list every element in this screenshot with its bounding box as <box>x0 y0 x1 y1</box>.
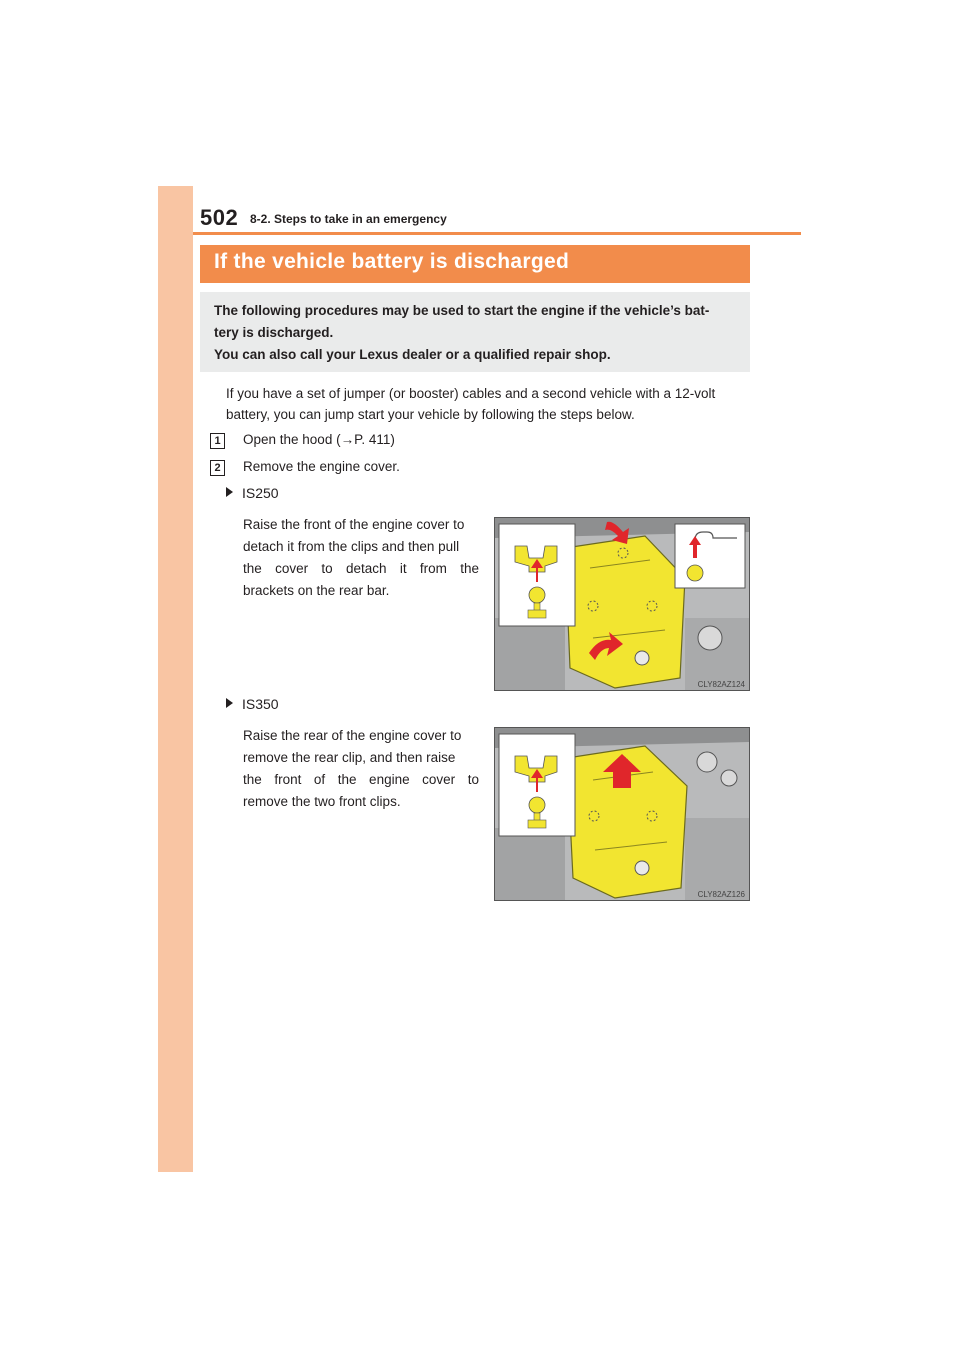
description-line: detach it from the clips and then pull <box>243 539 460 554</box>
description-line: the front of the engine cover to <box>243 772 479 787</box>
variant-model: IS350 <box>242 696 279 712</box>
section-heading: 8-2. Steps to take in an emergency <box>250 212 447 226</box>
chapter-sidebar-tab <box>158 186 193 1172</box>
page-number: 502 <box>200 205 239 230</box>
step-number-badge: 1 <box>210 433 225 449</box>
engine-bay-illustration <box>495 728 750 901</box>
intro-line: tery is discharged. <box>214 325 334 340</box>
triangle-bullet-icon <box>226 487 233 497</box>
intro-line: The following procedures may be used to start the engine if the vehicle’s bat- <box>214 303 710 318</box>
engine-bay-illustration <box>495 518 750 691</box>
description-line: Raise the rear of the engine cover to <box>243 728 462 743</box>
triangle-bullet-icon <box>226 698 233 708</box>
title-bar <box>200 245 750 283</box>
figure-code: CLY82AZ126 <box>697 890 745 899</box>
description-line: remove the rear clip, and then raise <box>243 750 456 765</box>
body-line: If you have a set of jumper (or booster) cables and a second vehicle with a 12-volt <box>226 386 716 401</box>
variant-heading <box>226 485 279 501</box>
engine-cover-figure-is250 <box>494 517 750 691</box>
step-number-badge: 2 <box>210 460 225 476</box>
step-text: Open the hood (→P. 411) <box>243 432 395 447</box>
figure-code: CLY82AZ124 <box>697 680 745 689</box>
description-line: brackets on the rear bar. <box>243 583 390 598</box>
body-line: battery, you can jump start your vehicle by following the steps below. <box>226 407 635 422</box>
header-rule <box>193 232 801 235</box>
intro-box <box>200 292 750 372</box>
step-text: Remove the engine cover. <box>243 459 400 474</box>
variant-heading <box>226 696 279 712</box>
variant-description <box>243 514 479 602</box>
description-line: Raise the front of the engine cover to <box>243 517 465 532</box>
variant-description <box>243 725 479 813</box>
intro-line: You can also call your Lexus dealer or a qualified repair shop. <box>214 347 611 362</box>
variant-model: IS250 <box>242 485 279 501</box>
page-title: If the vehicle battery is discharged <box>214 250 570 273</box>
engine-cover-figure-is350 <box>494 727 750 901</box>
description-line: remove the two front clips. <box>243 794 401 809</box>
description-line: the cover to detach it from the <box>243 561 479 576</box>
